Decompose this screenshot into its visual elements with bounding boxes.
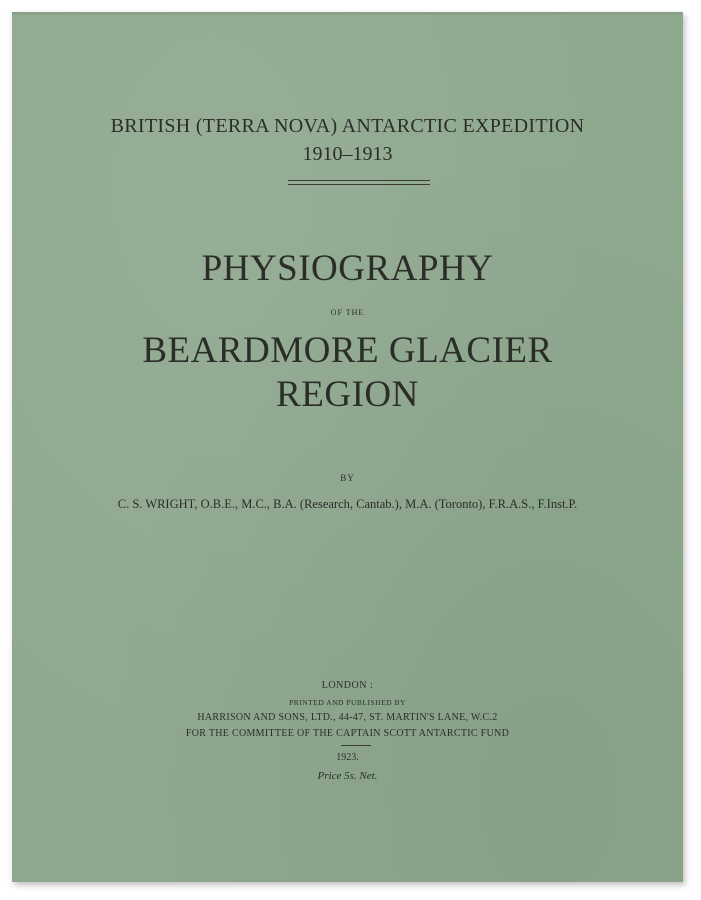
publication-year: 1923.: [336, 752, 359, 763]
series-title: BRITISH (TERRA NOVA) ANTARCTIC EXPEDITION: [110, 115, 585, 137]
price-label: Price 5s. Net.: [317, 770, 378, 782]
expedition-years: 1910–1913: [302, 143, 393, 165]
double-rule-bottom: [288, 184, 430, 185]
imprint-divider: [341, 745, 371, 746]
title-of-the: OF THE: [330, 308, 365, 317]
printed-by-label: PRINTED AND PUBLISHED BY: [289, 698, 406, 707]
place-of-publication: LONDON :: [321, 680, 374, 691]
book-cover: [12, 12, 683, 882]
double-rule-top: [288, 180, 430, 181]
author-credit: C. S. WRIGHT, O.B.E., M.C., B.A. (Research, Cantab.), M.A. (Toronto), F.R.A.S., F.Inst.P.: [117, 497, 578, 511]
title-line-1: PHYSIOGRAPHY: [201, 248, 494, 289]
committee-credit: FOR THE COMMITTEE OF THE CAPTAIN SCOTT ANTARCTIC FUND: [185, 728, 510, 739]
title-line-3: REGION: [276, 374, 419, 415]
publisher-name: HARRISON AND SONS, LTD., 44-47, ST. MARTIN'S LANE, W.C.2: [197, 712, 498, 723]
cover-edge: [12, 12, 683, 15]
title-line-2: BEARDMORE GLACIER: [142, 330, 553, 371]
by-label: BY: [340, 473, 355, 483]
